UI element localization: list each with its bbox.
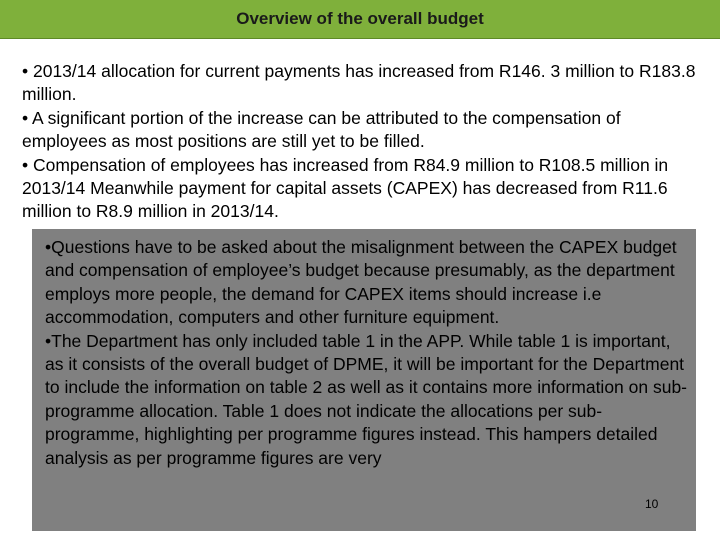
top-bullet-list [22, 60, 702, 224]
slide-title: Overview of the overall budget [236, 9, 484, 28]
box-bullet-item: •Questions have to be asked about the misalignment between the CAPEX budget and compensation of employee’s budget because presumably, as the department employs more people, the demand for CAPEX items should increase i.e accommodation, computers and other furniture equipment. [45, 237, 677, 328]
title-bar [0, 0, 720, 39]
bullet-item: • 2013/14 allocation for current payments has increased from R146. 3 million to R183.8 million. [22, 61, 696, 105]
box-bullet-item: •The Department has only included table 1 in the APP. While table 1 is important, as it consists of the overall budget of DPME, it will be important for the Department to include the information on table 2 as well as it contains more information on sub-programme allocation. Table 1 does not indicate the allocations per sub-programme, highlighting per programme figures instead. This hampers detailed analysis as per programme figures are very [45, 330, 688, 468]
bullet-item: • A significant portion of the increase can be attributed to the compensation of employees as most positions are still yet to be filled. [22, 107, 621, 152]
bullet-item: • Compensation of employees has increased from R84.9 million to R108.5 million in 2013/14 Meanwhile payment for capital assets (CAPEX) has decreased from R11.6 million to R8.9 million in 2013/14. [22, 154, 669, 222]
page-number: 10 [645, 497, 659, 511]
box-bullet-list [45, 236, 690, 470]
